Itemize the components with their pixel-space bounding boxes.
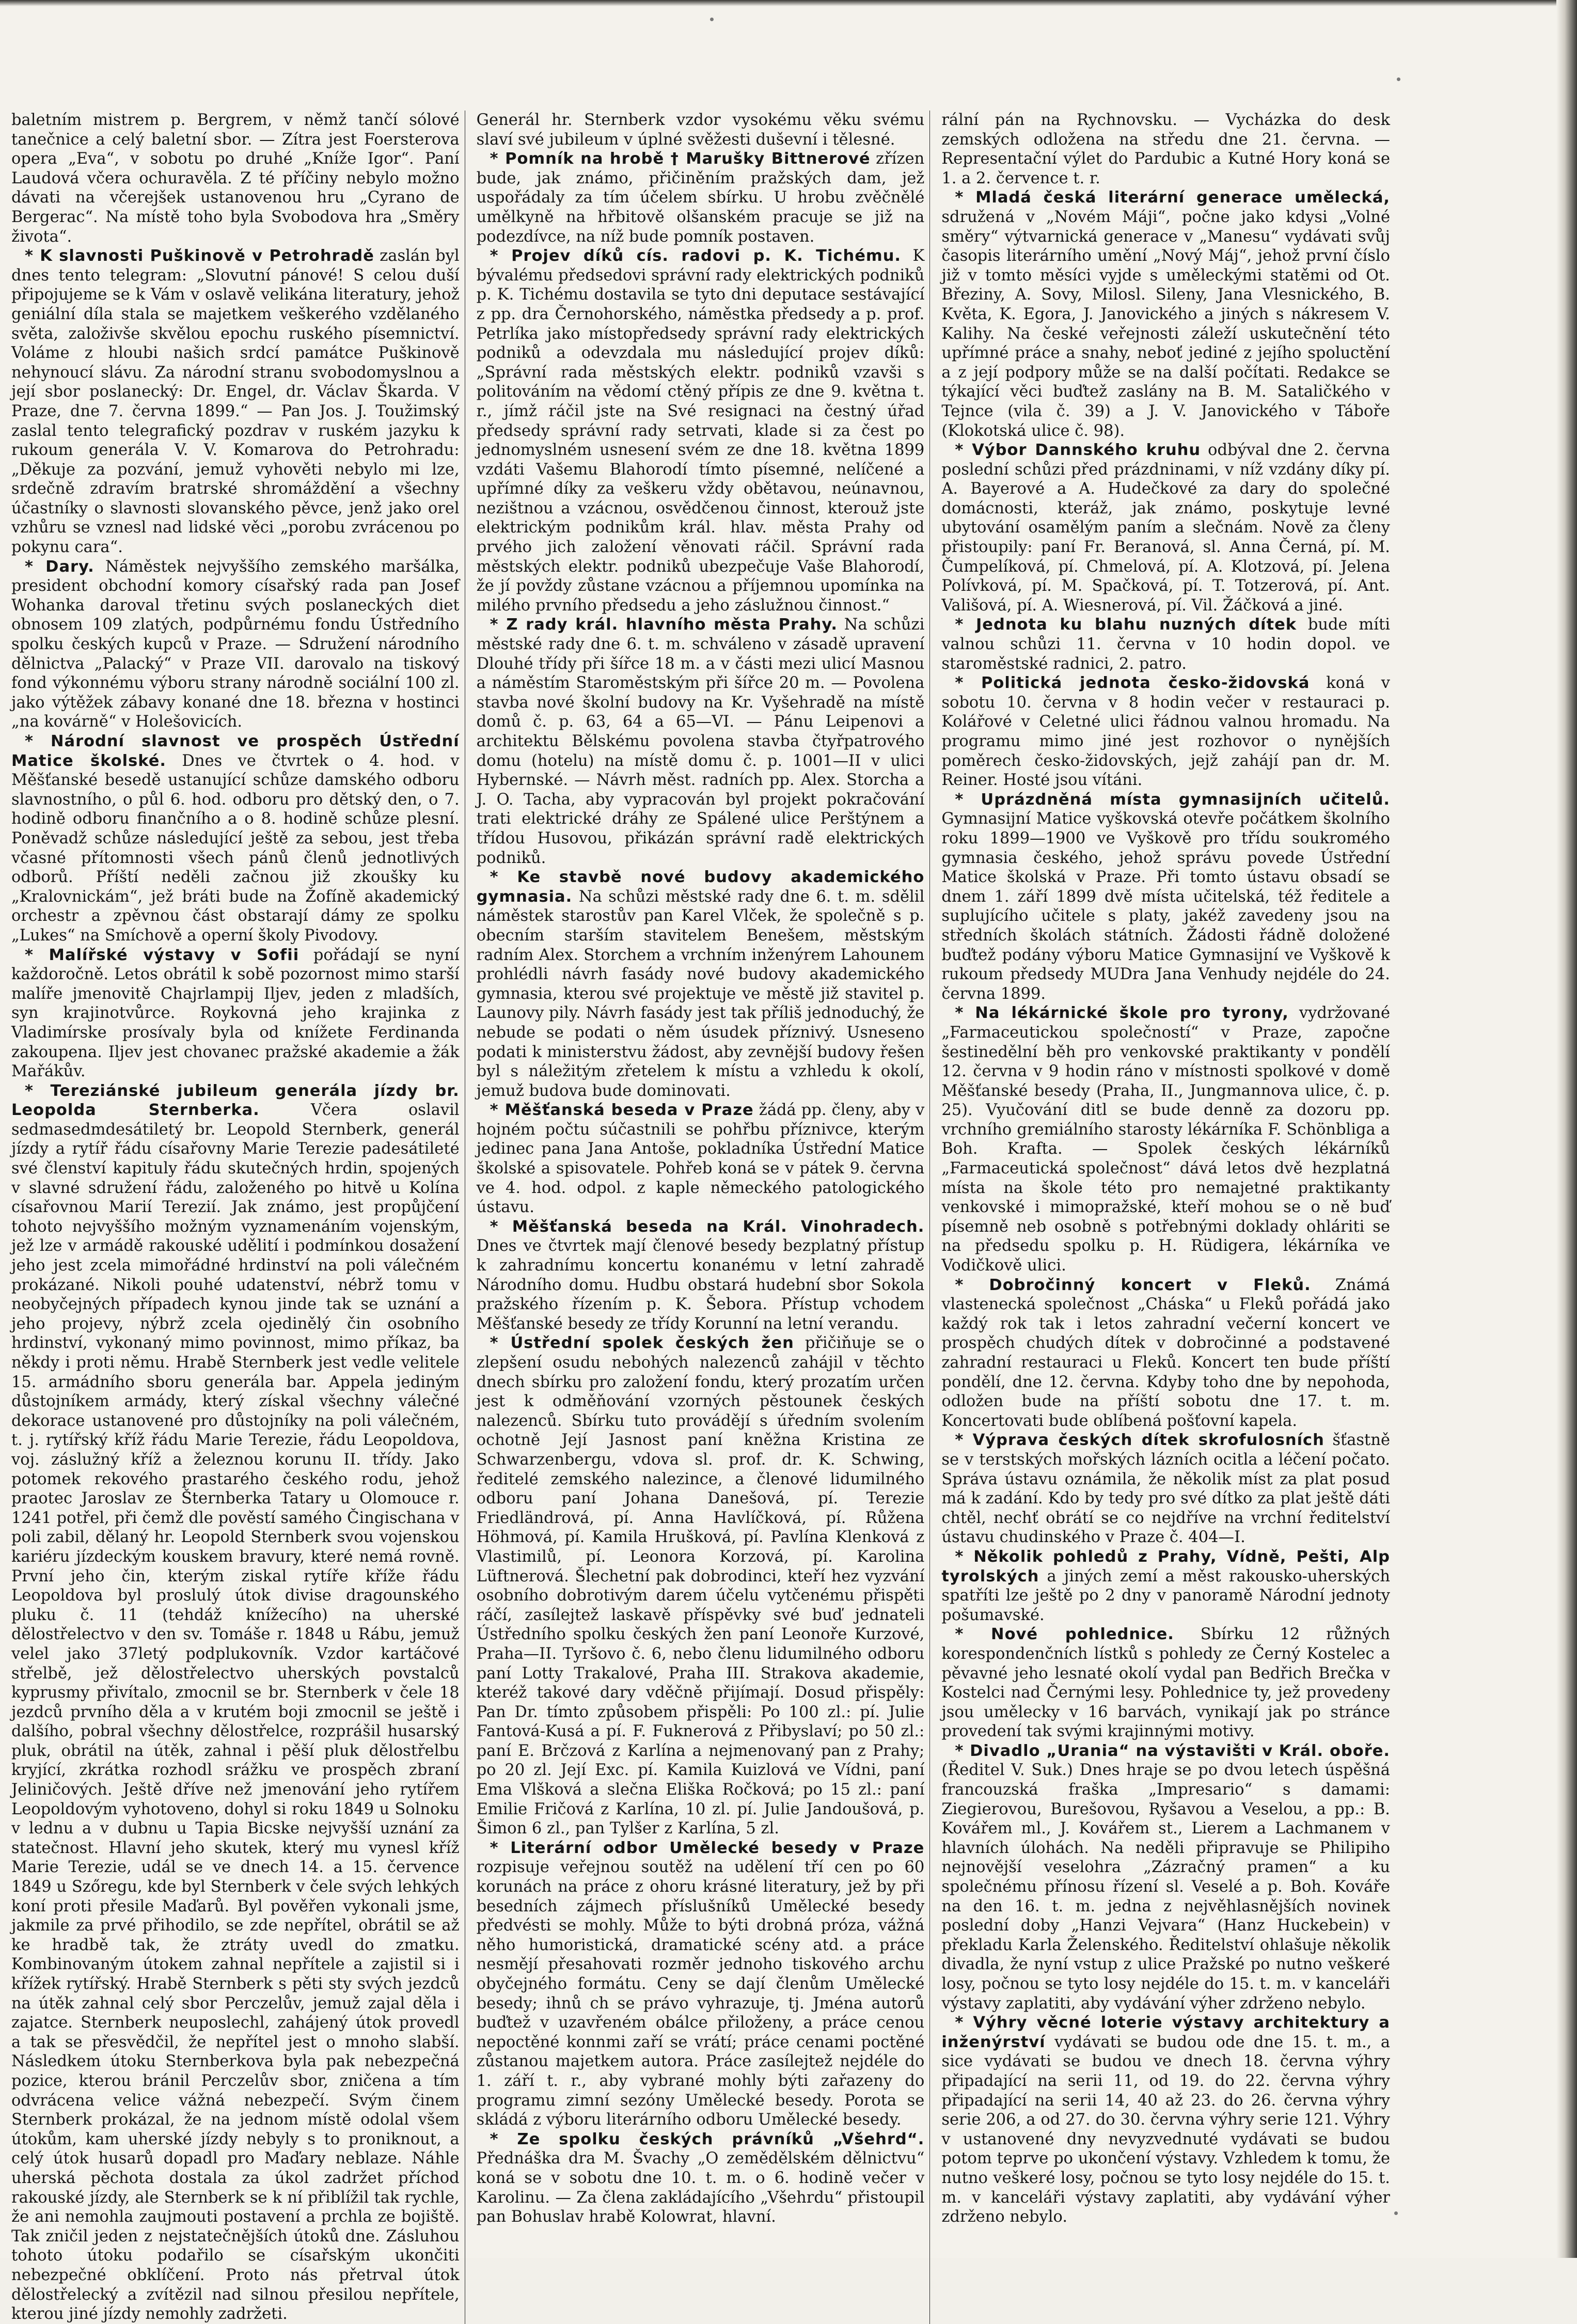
article-text: Na schůzi městské rady dne 6. t. m. sdělil náměstek starostův pan Karel Vlček, že společně s p. obecním starším stavitelem Benešem, městským radním Alex. Storchem a vrchním inženýrem Lahounem prohlédli návrh fasády nové budovy akademického gymnasia, kterou své projektuje ve městě již stavitel p. Launovy pily. Návrh fasády jest tak příliš jednoduchý, že nebude se podati o něm úsudek příznivý. Usneseno podati k ministerstvu žádost, aby zevnější budovy řešen byl s náležitým zřetelem k místu a vzhledu k okolí, jemuž budova bude dominovati. [476, 887, 925, 1100]
article-text: a jiných zemí a měst rakousko-uherských spatříti lze ještě po 2 dny v panoramě Národní jednoty pošumavské. [941, 1567, 1390, 1624]
article-headline: * Měšťanská beseda na Král. Vinohradech. [490, 1217, 925, 1236]
text-columns [11, 111, 1395, 2323]
article-paragraph [941, 188, 1390, 441]
article-text: Sbírku 12 růžných korespondenčních lístků s pohledy ze Černý Kostelec a pěvavné jeho lesnaté okolí vydal pan Bedřich Brečka v Kostelci nad Černými lesy. Pohlednice ty, jež provedeny jsou umělecky v 16 barvách, vynikají jak po stránce provedení tak svými krajinnými motivy. [941, 1625, 1390, 1741]
article-paragraph [941, 111, 1390, 188]
article-text: vydržované „Farmaceutickou společností“ v Praze, započne šestinedělní běh pro venkovské praktikanty v pondělí 12. června v 9 hodin ráno v místnosti spolkové v domě Měšťanské besedy (Praha, II., Jungmannova ulice, č. p. 25). Vyučování ditl se bude denně za dozoru pp. vrchního gremiálního starosty lékárníka F. Schönbliga a Boh. Krafta. — Spolek českých lékárníků „Farmaceutická společnost“ dává letos dvě hezplatná místa na škole této pro nemajetné praktikanty venkovské i mimopražské, kteří mohou se o ně buď písemně neb osobně s potřebnými doklady ohláriti se na předsedu spolku p. H. Rüdigera, lékárníka ve Vodičkově ulici. [941, 1004, 1390, 1275]
article-text: Dnes ve čtvrtek mají členové besedy bezplatný přístup k zahradnímu koncertu konanému v letní zahradě Národního domu. Hudbu obstará hudební sbor Sokola pražského řízením p. K. Šebora. Přístup vchodem Měšťanské besedy ze třídy Korunní na letní verandu. [476, 1237, 925, 1333]
article-headline: * Divadlo „Urania“ na výstavišti v Král. oboře. [955, 1741, 1390, 1760]
article-paragraph [941, 1431, 1390, 1547]
article-headline: * Malířské výstavy v Sofii [25, 946, 299, 964]
article-text: odbýval dne 2. června poslední schůzi před prázdninami, v níž vzdány díky pí. A. Bayerové a A. Hudečkové za dary do společné domácnosti, kteráž, jak známo, poskytuje levné ubytování osamělým paním a slečnám. Nově za členy přistoupily: paní Fr. Beranová, sl. Anna Černá, pí. M. Čumpelíková, pí. Chmelová, pí. A. Klotzová, pí. Jelena Polívková, pí. M. Spačková, pí. T. Totzerová, pí. Ant. Vališová, pí. A. Wiesnerová, pí. Vil. Žáčková a jiné. [941, 441, 1390, 615]
article-text: Dnes ve čtvrtek o 4. hod. v Měšťanské besedě ustanující schůze damského odboru slavnostního, o půl 6. hod. odboru pro dětský den, o 7. hodině odboru finančního a o 8. hodině schůze plesní. Poněvadž schůze následující ještě za sebou, jest třeba včasné přítomnosti všech pánů členů jednotlivých odborů. Příští neděli začnou již zkoušky ku „Kralovnickám“, jež bráti bude na Žofíně akademický orchestr a zpěvnou část obstarají dámy ze spolku „Lukes“ na Smíchově a operní školy Pivodovy. [11, 751, 460, 945]
article-text: šťastně se v terstských mořských lázních ocitla a léčení počato. Správa ústavu oznámila, že několik míst za plat posud má k zadání. Kdo by tedy pro své dítko za plat ještě dáti chtěl, nechť obrátí se co nejdříve na vrchní ředitelství ústavu chudinského v Praze č. 404—I. [941, 1431, 1391, 1547]
article-text: bude míti valnou schůzi 11. června v 10 hodin dopol. ve staroměstské radnici, 2. patro. [941, 616, 1390, 673]
article-text: baletním mistrem p. Bergrem, v němž tančí sólové tanečnice a celý baletní sbor. — Zítra jest Foersterova opera „Eva“, v sobotu po druhé „Kníže Igor“. Paní Laudová včera ochuravěla. Z té příčiny nebylo možno dávati na včerejšek ustanovenou hru „Cyrano de Bergerac“. Na místě toho byla Svobodova hra „Směry života“. [11, 111, 460, 246]
article-paragraph [477, 868, 925, 1101]
article-headline: * Na lékárnické škole pro tyrony, [955, 1004, 1289, 1023]
article-paragraph [941, 790, 1390, 1004]
article-paragraph [11, 557, 460, 732]
article-text: žádá pp. členy, aby v hojném počtu súčastnili se pohřbu příznivce, kterým jedinec pana Jana Antoše, pokladníka Ústřední Matice školské a spisovatele. Pohřeb koná se v pátek 9. června ve 4. hod. odpol. z kaple německého patologického ústavu. [476, 1101, 925, 1217]
article-headline: * K slavnosti Puškinově v Petrohradě [25, 247, 374, 265]
article-paragraph [477, 1333, 925, 1838]
article-text: Gymnasijní Matice vyškovská otevře počátkem školního roku 1899—1900 ve Vyškově pro třídu soukromého gymnasia českého, jehož správu povede Ústřední Matice školská v Praze. Při tomto ústavu obsadí se dnem 1. září 1899 dvě místa učitelská, též ředitele a suplujícího učitele s platy, jakéž zavedeny jsou na středních školách státních. Žádosti řádně doložené buďtež podány výboru Matice Gymnasijní ve Vyškově k rukoum předsedy MUDra Jana Venhudy nejdéle do 24. června 1899. [941, 810, 1390, 1003]
article-paragraph [941, 615, 1390, 673]
article-paragraph [477, 111, 925, 149]
article-headline: * Měšťanská beseda v Praze [490, 1101, 754, 1120]
article-text: Na schůzi městské rady dne 6. t. m. schváleno v zásadě upravení Dlouhé třídy při šířce 18 m. a v části mezi ulicí Masnou a náměstím Staroměstským při šířce 20 m. — Povolena stavba nové školní budovy na Kr. Vyšehradě na místě domů č. p. 63, 64 a 65—VI. — Pánu Leipenovi a architektu Bělskému povolena stavba čtyřpatrového domu (hotelu) na místě domu č. p. 1001—II v ulici Hybernské. — Návrh měst. radních pp. Alex. Storcha a J. O. Tacha, aby vypracován byl projekt pokračování trati elektrické dráhy ze Spálené ulice Perštýnem a třídou Husovou, přikázán správní radě elektrických podniků. [476, 616, 925, 867]
article-paragraph [11, 1081, 460, 2324]
article-headline: * Dary. [25, 557, 94, 576]
article-paragraph [477, 1217, 925, 1334]
article-headline: * Uprázdněná místa gymnasijních učitelů. [955, 790, 1390, 809]
article-headline: * Výbor Dannského kruhu [955, 441, 1201, 460]
article-text: (Ředitel V. Suk.) Dnes hraje se po dvou letech úspěšná francouzská fraška „Impresario“ s damami: Ziegierovou, Burešovou, Ryšavou a Veselou, a pp.: B. Kovářem ml., J. Kovářem st., Lierem a Lachmanem v hlavních úlohách. Na neděli připravuje se Philipiho nejnovější veselohra „Zázračný pramen“ a ku společnému přínosu řízení sl. Veselé a p. Boh. Kováře na den 16. t. m. jedna z nejvěhlasnějších novinek poslední doby „Hanzi Vejvara“ (Hanz Huckebein) v překladu Karla Želenského. Ředitelství ohlašuje několik divadla, že nyní vstup z ulice Pražské po nutno veškeré losy, počnou se tyto losy nejdéle do 15. t. m. v kanceláři výstavy zaplatiti, aby vydávání výher zdrženo nebylo. [941, 1761, 1390, 2013]
article-paragraph [477, 1839, 925, 2130]
article-headline: * Dobročinný koncert v Fleků. [955, 1276, 1311, 1294]
article-text: Známá vlastenecká společnost „Cháska“ u Fleků pořádá jako každý rok tak i letos zahradní večerní koncert ve prospěch chudých dítek v dobročinné a podstavené zahradní restauraci u Fleků. Koncert ten bude příští pondělí, dne 12. června. Kdyby toho dne by nepohoda, odložen bude na příští sobotu dne 17. t. m. Koncertovati bude oblíbená pošťovní kapela. [941, 1276, 1390, 1430]
article-paragraph [11, 732, 460, 946]
article-paragraph [477, 1101, 925, 1217]
article-text: K bývalému předsedovi správní rady elektrických podniků p. K. Tichému dostavila se tyto dni deputace sestávající z pp. dra Černohorského, náměstka předsedy a p. prof. Petrlíka jako místopředsedy správní rady elektrických podniků a odevzdala mu následující projev díků: „Správní rada městských elektr. podniků vzavši s politováním na vědomí ctěný přípis ze dne 9. května t. r., jímž ráčil jste na Své resignaci na čestný úřad předsedy správní rady setrvati, klade si za čest po jednomyslném usnesení svém ze dne 18. května 1899 vzdáti Vašemu Blahorodí tímto písemné, nelíčené a upřímné díky za veškeru vždy obětavou, neúnavnou, nezištnou a vzácnou, osvědčenou činnost, kterouž jste elektrickým podnikům král. hlav. města Prahy od prvého jich založení věnovati ráčil. Správní rada městských elektr. podniků ubezpečuje Vaše Blahorodí, že jí povždy zůstane vzácnou a příjemnou upomínka na milého prvního předsedu a jeho záslužnou činnost.“ [476, 247, 925, 615]
article-headline: * Politická jednota česko-židovská [955, 674, 1310, 693]
article-headline: * Z rady král. hlavního města Prahy. [490, 616, 838, 634]
article-paragraph [941, 1741, 1390, 2013]
article-text: přičiňuje se o zlepšení osudu nebohých nalezenců zahájil v těchto dnech sbírku pro založení fondu, který prozatím určen jest k odměňování vzorných pěstounek českých nalezenců. Sbírku tuto provádějí s úředním svolením ochotně Její Jasnost paní kněžna Kristina ze Schwarzenbergu, vdova sl. prof. dr. K. Schwing, ředitelé zemského nalezince, a členové lidumilného odboru paní Johana Danešová, pí. Terezie Friedländrová, pí. Anna Havlíčková, pí. Růžena Höhmová, pí. Kamila Hrušková, pí. Pavlína Klenková z Vlastimilů, pí. Leonora Korzová, pí. Karolina Lüftnerová. Šlechetní pak dobrodinci, kteří hez vyzvání osobního dobrotivým darem účelu vytčenému přispěti ráčí, zasílejtež laskavě příspěvky své buď jednateli Ústředního spolku českých žen paní Leonoře Kurzové, Praha—II. Tyršovo č. 6, nebo členu lidumilného odboru paní Lotty Trakalové, Praha III. Strakova akademie, kteréž takové dary vděčně přijímají. Dosud přispěly: Pan Dr. tímto způsobem přispěli: Po 100 zl.: pí. Julie Fantová-Kusá a pí. F. Fuknerová z Přibyslaví; po 50 zl.: paní E. Brčzová z Karlína a nejmenovaný pan z Prahy; po 20 zl. Její Exc. pí. Kamila Kuizlová ve Vídni, paní Ema Vlšková a slečna Eliška Ročková; po 15 zl.: paní Emilie Fričová z Karlína, 10 zl. pí. Julie Jandoušová, p. Šimon 6 zl., pan Tylšer z Karlína, 5 zl. [476, 1334, 925, 1838]
article-headline: * Projev díků cís. radovi p. K. Tichému. [490, 247, 901, 265]
article-paragraph [11, 946, 460, 1081]
article-headline: * Ke stavbě nové budovy akademického gymnasia. [476, 868, 925, 906]
article-text: koná v sobotu 10. června v 8 hodin večer v restauraci p. Kolářové v Celetné ulici řádnou valnou hromadu. Na programu mimo jiné jest rozhovor o nynějších poměrech česko-židovských, jejž zahájí pan dr. M. Reiner. Hosté jsou vítáni. [941, 674, 1390, 790]
article-headline: * Pomník na hrobě † Marušky Bittnerové [490, 150, 871, 168]
article-text: rální pán na Rychnovsku. — Vycházka do desk zemských odložena na středu dne 21. června. — Representační výlet do Pardubic a Kutné Hory koná se 1. a 2. července t. r. [941, 111, 1390, 187]
article-paragraph [941, 441, 1390, 615]
column-1 [11, 111, 465, 2324]
article-text: pořádají se nyní každoročně. Letos obrátil k sobě pozornost mimo starší malíře jmenovitě Chajrlampij Iljev, jeden z mladších, syn krajinotvůrce. Roykovná jeho krajinka z Vladimírske prosívaly byla od knížete Ferdinanda zakoupena. Iljev jest chovanec pražské akademie a žák Mařákův. [11, 946, 460, 1081]
column-2 [477, 111, 931, 2324]
article-text: vydávati se budou ode dne 15. t. m., a sice vydávati se budou ve dnech 18. června výhry připadající na serii 11, od 19. do 22. června výhry připadající na serii 14, 40 až 23. do 26. června výhry serie 206, a od 27. do 30. června výhry serie 121. Výhry v ustanovené dny nevyzvednuté vydávati se budou potom teprve po ukončení výstavy. Vzhledem k tomu, že nutno veškeré losy, počnou se tyto losy nejdéle do 15. t. m. v kanceláři výstavy zaplatiti, aby vydávání výher zdrženo nebylo. [941, 2033, 1390, 2226]
speck [1397, 77, 1400, 81]
article-text: Přednáška dra M. Švachy „O zemědělském dělnictvu“ koná se v sobotu dne 10. t. m. o 6. hodině večer v Karolinu. — Za člena zakládajícího „Všehrdu“ přistoupil pan Bohuslav hrabě Kolowrat, hlavní. [476, 2149, 925, 2226]
article-paragraph [941, 1547, 1390, 1625]
article-text: zaslán byl dnes tento telegram: „Slovutní pánové! S celou duší připojujeme se k Vám v oslavě velikána literatury, jehož geniální díla stala se majetkem veškerého vzdělaného světa, založivše skvělou epochu ruského písemnictví. Voláme z hloubi našich srdcí památce Puškinově nehynoucí slávu. Za národní stranu svobodomyslnou a její sbor poslanecký: Dr. Engel, dr. Václav Škarda. V Praze, dne 7. června 1899.“ — Pan Jos. J. Toužimský zaslal tento telegrafický pozdrav v ruském jazyku k rukoum generála V. V. Komarova do Petrohradu: „Děkuje za pozvání, jemuž vyhověti nebylo mi lze, srdečně zdravím bratrské shromáždění a všechny účastníky o slavnosti slovanského pěvce, jenž jako orel vzhůru se vznesl nad lidské věci „porobu zvrácenou po pokynu cara“. [11, 247, 460, 557]
article-headline: * Výhry věcné loterie výstavy architektury a inženýrství [941, 2014, 1390, 2051]
article-paragraph [941, 673, 1390, 790]
article-text: rozpisuje veřejnou soutěž na udělení tří cen po 60 korunách na práce z ohoru krásné literatury, jež by při besedních zájmech příslušníků Umělecké besedy předvésti se mohly. Může to býti drobná próza, vážná něho humoristická, dramatické scény atd. a práce nesmějí přesahovati rozměr jednoho tiskového archu obyčejného formátu. Ceny se dají členům Umělecké besedy; ihnů ch se právo vyhrazuje, tj. Jména autorů buďtež v uzavřeném obálce přiloženy, a práce cenou nepoctěné konnmi zaří se vrátí; práce cenami poctěné zůstanou majetkem autora. Práce zasílejtež nejdéle do 1. září t. r., aby vybrané mohly býti zařazeny do programu zimní sezóny Umělecké besedy. Porota se skládá z výboru literárního odboru Umělecké besedy. [476, 1858, 925, 2129]
article-text: Generál hr. Sternberk vzdor vysokému věku svému slaví své jubileum v úplné svěžesti duševní i tělesné. [476, 111, 925, 149]
article-text: zřízen bude, jak známo, přičiněním pražských dam, jež uspořádaly za tím účelem sbírku. U hrobu zvěčnělé umělkyně na hřbitově olšanském pracuje se již na podezdívce, na níž bude pomník postaven. [476, 150, 925, 246]
article-headline: * Několik pohledů z Prahy, Vídně, Pešti, Alp tyrolských [941, 1547, 1390, 1585]
article-headline: * Mladá česká literární generace umělecká, [955, 189, 1390, 207]
article-paragraph [477, 149, 925, 246]
page-right-edge [1556, 0, 1577, 2258]
article-paragraph [11, 111, 460, 246]
article-paragraph [477, 615, 925, 868]
article-paragraph [941, 2013, 1390, 2227]
article-headline: * Ústřední spolek českých žen [490, 1334, 794, 1353]
speck [710, 18, 714, 21]
article-paragraph [941, 1003, 1390, 1275]
article-paragraph [477, 246, 925, 615]
article-headline: * Jednota ku blahu nuzných dítek [955, 616, 1297, 634]
article-paragraph [11, 246, 460, 557]
article-headline: * Nové pohlednice. [955, 1625, 1174, 1644]
article-paragraph [941, 1625, 1390, 1741]
article-paragraph [477, 2130, 925, 2227]
article-headline: * Tereziánské jubileum generála jízdy br. Leopolda Sternberka. [11, 1081, 460, 1120]
article-headline: * Národní slavnost ve prospěch Ústřední Matice školské. [11, 732, 460, 770]
article-text: Včera oslavil sedmasedmdesátiletý br. Leopold Sternberk, generál jízdy a rytíř řádu císařovny Marie Terezie padesátileté své členství kapituly řádu skutečných hrdin, spojených v slavné sdružení řádu, založeného po hitvě u Kolína císařovnou Marií Terezií. Jak známo, jest propůjčení tohoto nejvyššího možným vyznamenáním vojenským, jež lze v armádě rakouské udělití i podmínkou dosažení jeho jest zcela mimořádné hrdinství na poli válečném prokázané. Nikoli pouhé udatenství, nébrž tomu v neobyčejných případech kynou jinde tak se uznání a jeho projevy, nýbrž zcela ojedinělý čin osobního hrdinství, vykonaný mimo povinnost, mimo příkaz, ba někdy i proti němu. Hrabě Sternberk jest vedle velitele 15. armádního sboru generála bar. Appela jediným důstojníkem armády, který získal všechny válečné dekorace ustanovené pro důstojníky na poli válečném, t. j. rytířský kříž řádu Marie Terezie, řádu Leopoldova, voj. záslužný kříž a železnou korunu II. třídy. Jako potomek rekového prastarého českého rodu, jehož praotec Jaroslav ze Šternberka Tatary u Olomouce r. 1241 potřel, při čemž dle pověstí samého Čingischana v poli zabil, dělaný hr. Leopold Sternberk svou vojenskou kariéru jízdeckým kouskem bravury, které nemá rovně. První jeho čin, kterým ziskal rytíře kříže řádu Leopoldova byl proslulý útok divise dragounského pluku č. 11 (tehdáž knížecího) na uherské dělostřelectvo v den sv. Tomáše r. 1848 u Rábu, jemuž velel jako 37letý podplukovník. Vzdor kartáčové střelbě, jež dělostřelectvo uherských povstalců kyprusmy přivítalo, zmocnil se br. Sternberk v čele 18 jezdců prvního děla a v krutém boji zmocnil se ještě i dalšího, pobral všechny dělostřelce, rozprášil husarský pluk, obrátil na útěk, zahnal i pěší pluk dělostřelbu kryjící, zkrátka rozhodl srážku ve prospěch zbraní Jeliničových. Ještě dříve než jmenování jeho rytířem Leopoldovým vyhotoveno, dohyl si roku 1849 u Solnoku v lednu a v dubnu u Tapia Bicske nejvyšší uznání za statečnost. Hlavní jeho skutek, který mu vynesl kříž Marie Terezie, udál se ve dnech 14. a 15. července 1849 u Szőregu, kde byl Sternberk v čele svých lehkých koní proti přesile Maďarů. Byl pověřen vykonali jsme, jakmile za prvé přihodilo, se zde nepřítel, obrátil se až ke hradbě tak, že ztráty uvedl do zmatku. Kombinovaným útokem zahnal nepřítele a zajistil si i křížek rytířský. Hrabě Sternberk s pěti sty svých jezdců na útěk zahnal celý sbor Perczelův, jemuž zajal děla i zajatce. Sternberk neuposlechl, zahájený útok provedl a tak se přesvědčil, že nepřítel jest o mnoho slabší. Následkem útoku Sternberkova byla pak nebezpečná pozice, kterou bránil Perczelův sbor, zničena a tím odvrácena velice vážná nebezpečí. Svým činem Sternberk prokázal, že na jednom místě odolal všem útokům, kam uherské jízdy nebyly s to proniknout, a celý útok husarů dopadl pro Maďary neblaze. Náhle uherská pěchota dostala za úkol zadržet příchod rakouské jízdy, ale Sternberk se k ní přiblížil tak rychle, že ani nemohla zaujmouti postavení a prchla ze bojiště. Tak zničil jeden z nejstatečnějších útoků dne. Zásluhou tohoto útoku podařilo se císařským ukončiti nebezpečné obklíčení. Proto nás přetrval útok dělostřelecký a zvítězil nad silnou přesilou nepřítele, kterou jiné jízdy nemohly zadržeti. [11, 1101, 460, 2323]
article-headline: * Výprava českých dítek skrofulosních [955, 1431, 1324, 1450]
article-paragraph [941, 1276, 1390, 1431]
article-headline: * Ze spolku českých právníků „Všehrd“. [490, 2130, 925, 2148]
article-headline: * Literární odbor Umělecké besedy v Praze [490, 1839, 925, 1857]
article-text: Náměstek nejvyššího zemského maršálka, president obchodní komory císařský rada pan Josef Wohanka daroval třetinu svých poslaneckých diet obnosem 109 zlatých, podpůrnému fondu Ústředního spolku českých kupců v Praze. — Sdružení národního dělnictva „Palacký“ v Praze VII. darovalo na tiskový fond výkonnému výboru strany národně sociální 100 zl. jako výtěžek zábavy konané dne 18. března v hostinci „na kovárně“ v Holešovicích. [11, 557, 460, 731]
column-3 [941, 111, 1395, 2324]
page-top-edge [0, 0, 1577, 6]
article-text: sdružená v „Novém Máji“, počne jako kdysi „Volné směry“ výtvarnická generace v „Manesu“ vydávati svůj časopis literárního umění „Nový Máj“, jehož první číslo již v tomto měsíci vyjde s uměleckými statěmi od Ot. Březiny, A. Sovy, Milosl. Sileny, Jana Vlesnického, B. Květa, K. Egora, J. Janovického a jiných s nákresem V. Kalihy. Na české veřejnosti záleží uskutečnění této upřímné práce a snahy, neboť jediné z jejího spoluctění a z její podpory může se na další počítati. Redakce se týkající věci buďtež zaslány na B. M. Sataličkého v Tejnce (vila č. 39) a J. V. Janovického v Táboře (Klokotská ulice č. 98). [941, 208, 1390, 440]
